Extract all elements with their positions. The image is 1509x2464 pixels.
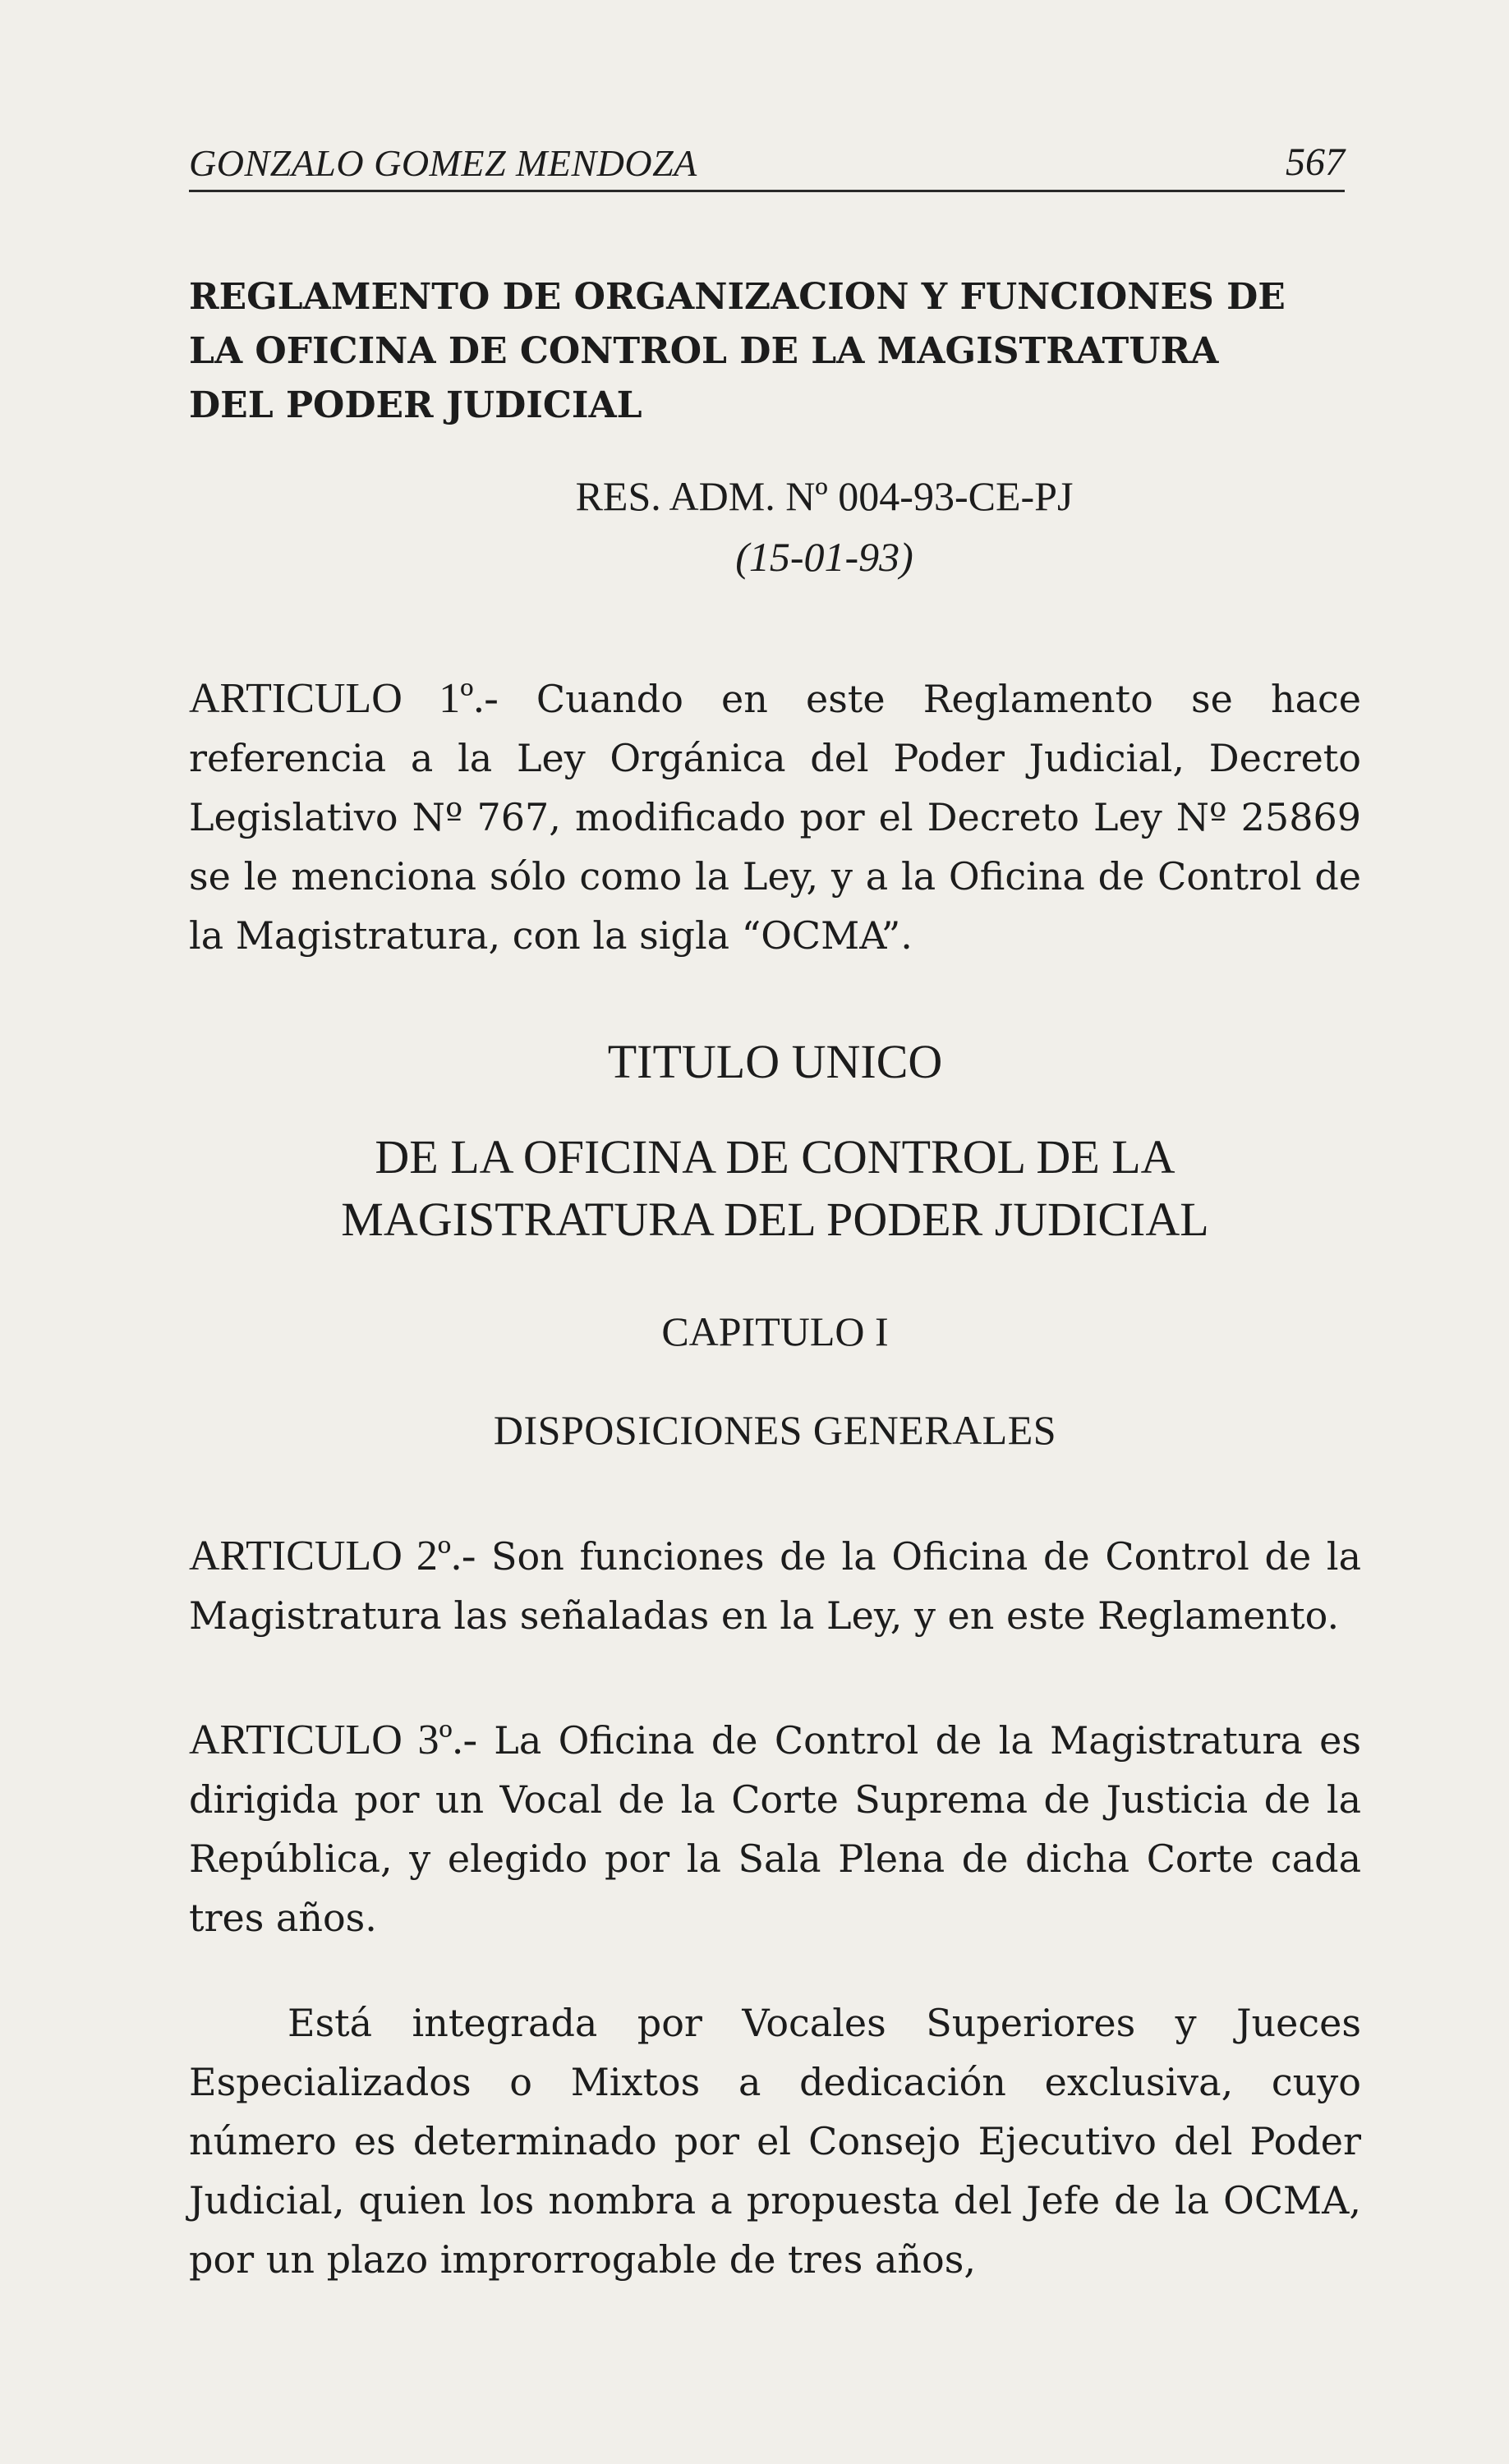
- article-3-label: ARTICULO 3º.-: [189, 1717, 477, 1763]
- titulo-heading: TITULO UNICO: [607, 1035, 943, 1088]
- chapter-title: DISPOSICIONES GENERALES: [493, 1407, 1057, 1453]
- article-3-paragraph-2: Está integrada por Vocales Superiores y Jueces Especializados o Mixtos a dedicación exclusiva, cuyo número es determinado por el Consejo Ejecutivo del Poder Judicial, quien los nombra a propuesta del Jefe de la OCMA, por un plazo improrrogable de tres años,: [189, 2001, 1361, 2282]
- titulo-subtitle: [189, 1126, 1361, 1251]
- chapter-heading: CAPITULO I: [661, 1308, 889, 1354]
- titulo-subtitle-line: MAGISTRATURA DEL PODER JUDICIAL: [341, 1193, 1209, 1246]
- running-header: [189, 140, 1345, 192]
- regulation-title: [189, 270, 1361, 433]
- titulo-subtitle-line: DE LA OFICINA DE CONTROL DE LA: [375, 1130, 1175, 1184]
- regulation-title-line: REGLAMENTO DE ORGANIZACION Y FUNCIONES DE: [189, 276, 1286, 318]
- regulation-title-line: LA OFICINA DE CONTROL DE LA MAGISTRATURA: [189, 330, 1219, 372]
- article-2-text: Son funciones de la Oficina de Control de la Magistratura las señaladas en la Ley, y en este Reglamento.: [189, 1534, 1362, 1638]
- article-2-label: ARTICULO 2º.-: [189, 1533, 476, 1579]
- article-1-text: Cuando en este Reglamento se hace referencia a la Ley Orgánica del Poder Judicial, Decreto Legislativo Nº 767, modificado por el Decreto Ley Nº 25869 se le menciona sólo como la Ley, y a la Oficina de Control de la Magistratura, con la sigla “OCMA”.: [189, 677, 1361, 958]
- article-3-text: La Oficina de Control de la Magistratura es dirigida por un Vocal de la Corte Suprema de Justicia de la República, y elegido por la Sala Plena de dicha Corte cada tres años.: [189, 1718, 1362, 1940]
- article-1: [189, 669, 1361, 965]
- article-1-label: ARTICULO 1º.-: [189, 675, 499, 722]
- resolution-block: [189, 466, 1361, 587]
- running-header-author: GONZALO GOMEZ MENDOZA: [189, 142, 697, 184]
- resolution-date: (15-01-93): [735, 534, 913, 580]
- page-number: 567: [1286, 140, 1345, 184]
- article-2: [189, 1527, 1361, 1645]
- regulation-title-line: DEL PODER JUDICIAL: [189, 384, 642, 426]
- article-3: [189, 1711, 1361, 1947]
- resolution-number: RES. ADM. Nº 004-93-CE-PJ: [575, 473, 1074, 519]
